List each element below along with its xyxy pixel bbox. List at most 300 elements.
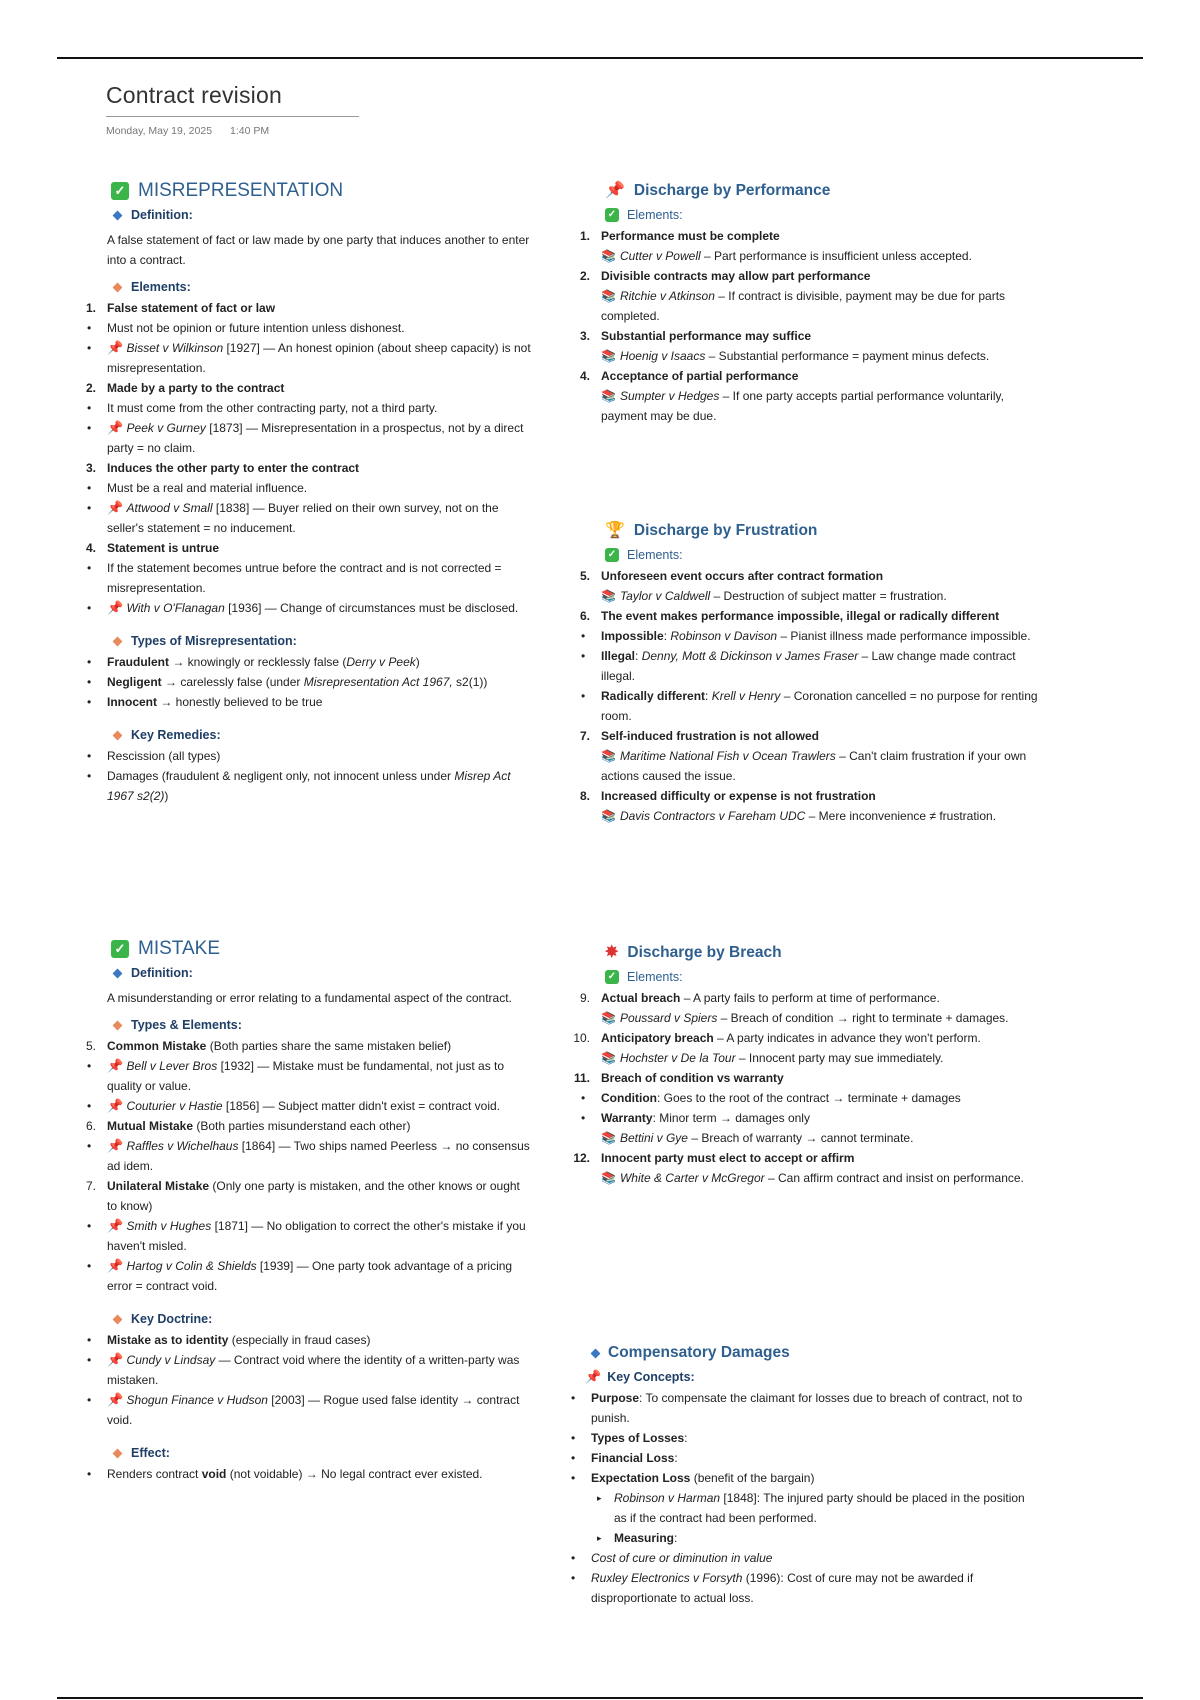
term-text: : (705, 689, 712, 703)
case-text: [1871] — No obligation to correct the other's mistake if you haven't misled. (107, 1219, 526, 1253)
check-box-icon: ✓ (111, 182, 129, 200)
case-name: Bettini v Gye (619, 1131, 688, 1145)
term-text: s2(1)) (452, 675, 488, 689)
frustration-heading (605, 518, 1040, 544)
sub-list-item (570, 1528, 1040, 1548)
list-item (580, 686, 1040, 726)
case-name: Taylor v Caldwell (619, 589, 711, 603)
case-name: Robinson v Davison (670, 629, 778, 643)
page-title: Contract revision (106, 82, 282, 108)
books-icon: 📚 (601, 809, 616, 823)
pushpin-icon: 📌 (107, 600, 124, 615)
definition-label (114, 962, 531, 984)
case-item (580, 246, 1040, 266)
types-label-text: Types & Elements: (131, 1018, 242, 1032)
case-name: Ruxley Electronics v Forsyth (591, 1571, 743, 1585)
list-number: 1. (579, 229, 590, 243)
term-text: ) (415, 655, 420, 669)
books-icon: 📚 (601, 749, 616, 763)
top-rule (57, 57, 1143, 59)
definition-label-text: Definition: (131, 966, 193, 980)
page-timestamp (106, 125, 269, 137)
term: Mutual Mistake (107, 1119, 194, 1133)
case-text: [1873] — Misrepresentation in a prospectus, not by a direct party = no claim. (107, 421, 524, 455)
list-item (580, 626, 1040, 646)
term: Negligent (107, 675, 162, 689)
list-item (580, 646, 1040, 686)
list-item (570, 1468, 1040, 1488)
list-item (86, 766, 531, 806)
check-box-icon: ✓ (605, 970, 619, 984)
case-item (580, 386, 1040, 426)
case-item (86, 418, 531, 458)
case-text: [1927] — An honest opinion (about sheep capacity) is not misrepresentation. (107, 341, 531, 375)
case-item (86, 1350, 531, 1390)
misrepresentation-section (86, 178, 531, 806)
case-text: – Breach of warranty → cannot terminate. (687, 1131, 914, 1145)
case-name: Derry v Peek (346, 655, 416, 669)
list-item (86, 672, 531, 692)
spacer (86, 712, 531, 724)
case-text: – Can't claim frustration if your own actions caused the issue. (601, 749, 1027, 783)
pushpin-icon: 📌 (585, 1369, 602, 1384)
elements-label (114, 276, 531, 298)
pushpin-icon: 📌 (107, 1352, 124, 1367)
types-label (114, 630, 531, 652)
mistake-effect-list (86, 1464, 531, 1484)
term-text: : (674, 1531, 678, 1545)
list-item (86, 458, 531, 478)
term-text: : Minor term → damages only (652, 1111, 810, 1125)
case-name: Robinson v Harman (614, 1491, 721, 1505)
sub-list-item (570, 1488, 1040, 1528)
term-text: → honestly believed to be true (157, 695, 323, 709)
list-item-text: Made by a party to the contract (107, 381, 285, 395)
spacer (86, 1430, 531, 1442)
list-item-text: Performance must be complete (601, 229, 780, 243)
remedy-text: Damages (fraudulent & negligent only, not innocent unless under (107, 769, 455, 783)
list-item (580, 566, 1040, 586)
list-item (580, 988, 1040, 1008)
case-name: Hartog v Colin & Shields (126, 1259, 257, 1273)
remedy-text: ) (164, 789, 169, 803)
term-text: : To compensate the claimant for losses due to breach of contract, not to punish. (591, 1391, 1023, 1425)
list-item (86, 652, 531, 672)
list-item-text: Substantial performance may suffice (601, 329, 812, 343)
compensatory-damages-section (570, 1340, 1040, 1608)
list-number: 10. (573, 1031, 590, 1045)
list-number: 3. (85, 461, 96, 475)
frustration-list (580, 566, 1040, 826)
term-text: : (684, 1431, 688, 1445)
page-date: Monday, May 19, 2025 (106, 125, 213, 137)
list-number: 4. (85, 541, 96, 555)
misrepresentation-heading (111, 178, 531, 204)
list-item-text: Innocent party must elect to accept or affirm (601, 1151, 855, 1165)
key-concepts-label (585, 1366, 1040, 1388)
term-text: – A party indicates in advance they won't perform. (713, 1031, 981, 1045)
case-name: Maritime National Fish v Ocean Trawlers (619, 749, 836, 763)
case-item (580, 1048, 1040, 1068)
case-text: [1838] — Buyer relied on their own survey, not on the seller's statement = no inducement. (107, 501, 499, 535)
list-item-text: Unforeseen event occurs after contract formation (601, 569, 884, 583)
check-box-icon: ✓ (111, 940, 129, 958)
books-icon: 📚 (601, 1131, 616, 1145)
list-number: 7. (85, 1179, 96, 1193)
pushpin-icon: 📌 (107, 340, 124, 355)
pushpin-icon: 📌 (107, 1258, 124, 1273)
term: Radically different (601, 689, 706, 703)
term-text: : (635, 649, 642, 663)
books-icon: 📚 (601, 1051, 616, 1065)
performance-heading-text: Discharge by Performance (633, 182, 831, 199)
case-name: Smith v Hughes (126, 1219, 212, 1233)
definition-label-text: Definition: (131, 208, 193, 222)
list-number: 4. (579, 369, 590, 383)
term-text: Cost of cure or diminution in value (591, 1551, 773, 1565)
books-icon: 📚 (601, 249, 616, 263)
term-text: (benefit of the bargain) (690, 1471, 815, 1485)
diamond-bullet-icon (113, 1020, 123, 1030)
case-item (86, 498, 531, 538)
case-text: [1936] — Change of circumstances must be disclosed. (224, 601, 519, 615)
term: Illegal (601, 649, 636, 663)
list-number: 11. (573, 1071, 590, 1085)
check-box-icon: ✓ (605, 548, 619, 562)
books-icon: 📚 (601, 589, 616, 603)
list-item-text: False statement of fact or law (107, 301, 276, 315)
key-concepts-label-text: Key Concepts: (607, 1370, 695, 1384)
mistake-heading-text: MISTAKE (138, 938, 220, 959)
list-item (580, 226, 1040, 246)
case-text: [2003] — Rogue used false identity → contract void. (107, 1393, 520, 1427)
trophy-icon: 🏆 (605, 522, 625, 539)
books-icon: 📚 (601, 1011, 616, 1025)
elements-label (605, 204, 1040, 226)
case-item (580, 1128, 1040, 1148)
term: Anticipatory breach (601, 1031, 714, 1045)
elements-label-text: Elements: (627, 970, 683, 984)
diamond-bullet-icon (113, 1448, 123, 1458)
list-item (86, 378, 531, 398)
burst-icon: ✸ (605, 944, 619, 961)
term: Warranty (601, 1111, 653, 1125)
compensatory-list (570, 1388, 1040, 1608)
types-label (114, 1014, 531, 1036)
case-name: Hochster v De la Tour (619, 1051, 736, 1065)
pushpin-icon: 📌 (107, 500, 124, 515)
case-name: White & Carter v McGregor (619, 1171, 765, 1185)
diamond-bullet-icon (591, 1348, 601, 1358)
diamond-bullet-icon (113, 968, 123, 978)
spacer (86, 1296, 531, 1308)
term: Types of Losses (591, 1431, 685, 1445)
list-item (580, 786, 1040, 806)
case-name: Hoenig v Isaacs (619, 349, 706, 363)
case-text: (1996): Cost of cure may not be awarded if disproportionate to actual loss. (591, 1571, 974, 1605)
term: Fraudulent (107, 655, 169, 669)
list-item (580, 1108, 1040, 1128)
case-item (86, 1256, 531, 1296)
term-text: (Both parties share the same mistaken belief) (206, 1039, 452, 1053)
case-name: Peek v Gurney (126, 421, 206, 435)
list-number: 9. (579, 991, 590, 1005)
term: Purpose (591, 1391, 640, 1405)
list-item-text: Acceptance of partial performance (601, 369, 799, 383)
case-text: [1864] — Two ships named Peerless → no consensus ad idem. (107, 1139, 530, 1173)
list-item (570, 1568, 1040, 1608)
term: Condition (601, 1091, 657, 1105)
list-item (570, 1428, 1040, 1448)
list-number: 5. (579, 569, 590, 583)
pushpin-icon: 📌 (107, 420, 124, 435)
list-number: 12. (573, 1151, 590, 1165)
pushpin-icon: 📌 (107, 1392, 124, 1407)
term: void (201, 1467, 227, 1481)
effect-label (114, 1442, 531, 1464)
case-item (580, 806, 1040, 826)
term: Actual breach (601, 991, 681, 1005)
case-item (580, 286, 1040, 326)
diamond-bullet-icon (113, 1314, 123, 1324)
list-item (573, 1148, 1040, 1168)
case-text: [1932] — Mistake must be fundamental, not just as to quality or value. (107, 1059, 505, 1093)
case-item (86, 1056, 531, 1096)
list-item (573, 1068, 1040, 1088)
list-item (570, 1448, 1040, 1468)
frustration-section (580, 518, 1040, 826)
effect-label-text: Effect: (131, 1446, 170, 1460)
mistake-section (86, 936, 531, 1484)
effect-text: (not voidable) → No legal contract ever existed. (226, 1467, 483, 1481)
term: Innocent (107, 695, 157, 709)
list-item: • Rescission (all types) (86, 746, 531, 766)
check-box-icon: ✓ (605, 208, 619, 222)
list-number: 2. (85, 381, 96, 395)
list-item (86, 1330, 531, 1350)
list-item: • Must not be opinion or future intention unless dishonest. (86, 318, 531, 338)
list-number: 3. (579, 329, 590, 343)
list-number: 5. (85, 1039, 96, 1053)
diamond-bullet-icon (113, 210, 123, 220)
diamond-bullet-icon (113, 636, 123, 646)
books-icon: 📚 (601, 289, 616, 303)
diamond-bullet-icon (113, 730, 123, 740)
definition-text: A false statement of fact or law made by one party that induces another to enter into a contract. (107, 233, 530, 267)
definition-text: A misunderstanding or error relating to a fundamental aspect of the contract. (107, 991, 512, 1005)
term-text: (Only one party is mistaken, and the other knows or ought to know) (107, 1179, 520, 1213)
term: Common Mistake (107, 1039, 207, 1053)
remedies-label-text: Key Remedies: (131, 728, 221, 742)
list-item (86, 1176, 531, 1216)
misrepresentation-heading-text: MISREPRESENTATION (138, 180, 344, 201)
case-item (580, 346, 1040, 366)
case-text: — Contract void where the identity of a written-party was mistaken. (107, 1353, 520, 1387)
compensatory-damages-heading (592, 1340, 1040, 1366)
list-item-text: Self-induced frustration is not allowed (601, 729, 820, 743)
term-text: → knowingly or recklessly false ( (169, 655, 347, 669)
case-text: [1939] — One party took advantage of a pricing error = contract void. (107, 1259, 513, 1293)
term-text: (Both parties misunderstand each other) (193, 1119, 411, 1133)
term: Expectation Loss (591, 1471, 691, 1485)
performance-list (580, 226, 1040, 426)
term-text: : (663, 629, 671, 643)
case-name: Couturier v Hastie (126, 1099, 223, 1113)
misrep-types-list (86, 652, 531, 712)
case-item (86, 598, 531, 618)
case-item (86, 338, 531, 378)
list-item-text: Increased difficulty or expense is not frustration (601, 789, 876, 803)
list-item-text: Breach of condition vs warranty (601, 1071, 784, 1085)
case-text: – If one party accepts partial performance voluntarily, payment may be due. (601, 389, 1004, 423)
case-text: – Can affirm contract and insist on performance. (764, 1171, 1024, 1185)
list-item (86, 1116, 531, 1136)
term-text: : (674, 1451, 678, 1465)
case-name: Raffles v Wichelhaus (126, 1139, 239, 1153)
list-item: • Must be a real and material influence. (86, 478, 531, 498)
term-text: (especially in fraud cases) (228, 1333, 371, 1347)
list-number: 6. (579, 609, 590, 623)
performance-heading (605, 178, 1040, 204)
list-number: 6. (85, 1119, 96, 1133)
term: Financial Loss (591, 1451, 675, 1465)
books-icon: 📚 (601, 1171, 616, 1185)
case-name: Ritchie v Atkinson (619, 289, 715, 303)
case-text: – Part performance is insufficient unless accepted. (700, 249, 972, 263)
case-text: – If contract is divisible, payment may be due for parts completed. (601, 289, 1006, 323)
list-item-text: Induces the other party to enter the contract (107, 461, 360, 475)
books-icon: 📚 (601, 389, 616, 403)
breach-section (573, 940, 1040, 1188)
list-item (86, 1036, 531, 1056)
bottom-rule (57, 1697, 1143, 1699)
case-name: Shogun Finance v Hudson (126, 1393, 268, 1407)
case-item (580, 1008, 1040, 1028)
list-item-text: The event makes performance impossible, illegal or radically different (601, 609, 1000, 623)
list-item (86, 538, 531, 558)
spacer (86, 618, 531, 630)
case-name: Bell v Lever Bros (126, 1059, 218, 1073)
list-number: 7. (579, 729, 590, 743)
diamond-bullet-icon (113, 282, 123, 292)
case-item (580, 746, 1040, 786)
misrep-remedies-list (86, 746, 531, 806)
list-number: 2. (579, 269, 590, 283)
case-name: Davis Contractors v Fareham UDC (619, 809, 806, 823)
case-name: With v O'Flanagan (126, 601, 225, 615)
pushpin-icon: 📌 (107, 1098, 124, 1113)
list-item (573, 1028, 1040, 1048)
elements-label (605, 966, 1040, 988)
case-text: – Innocent party may sue immediately. (735, 1051, 944, 1065)
remedies-label (114, 724, 531, 746)
elements-label-text: Elements: (627, 548, 683, 562)
list-item (580, 1088, 1040, 1108)
case-item (86, 1216, 531, 1256)
case-item (86, 1136, 531, 1176)
case-name: Bisset v Wilkinson (126, 341, 224, 355)
list-number: 8. (579, 789, 590, 803)
list-item (570, 1548, 1040, 1568)
term: Measuring (614, 1531, 675, 1545)
case-name: Cutter v Powell (619, 249, 701, 263)
mistake-heading (111, 936, 531, 962)
books-icon: 📚 (601, 349, 616, 363)
case-text: – Law change made contract illegal. (601, 649, 1016, 683)
case-item (86, 1390, 531, 1430)
term: Unilateral Mistake (107, 1179, 210, 1193)
case-name: Cundy v Lindsay (126, 1353, 216, 1367)
case-name: Denny, Mott & Dickinson v James Fraser (641, 649, 859, 663)
title-underline (106, 116, 359, 117)
list-item (580, 266, 1040, 286)
case-text: – Coronation cancelled = no purpose for renting room. (601, 689, 1038, 723)
list-item (86, 692, 531, 712)
pushpin-icon: 📌 (605, 182, 625, 199)
case-text: – Destruction of subject matter = frustration. (710, 589, 947, 603)
case-text: – Mere inconvenience ≠ frustration. (805, 809, 997, 823)
doctrine-label-text: Key Doctrine: (131, 1312, 213, 1326)
performance-section (580, 178, 1040, 426)
term: Impossible (601, 629, 664, 643)
breach-heading-text: Discharge by Breach (627, 944, 782, 961)
list-item (580, 726, 1040, 746)
list-item-text: Divisible contracts may allow part performance (601, 269, 871, 283)
list-item (580, 366, 1040, 386)
mistake-types-list (86, 1036, 531, 1296)
case-name: Krell v Henry (711, 689, 781, 703)
list-number: 1. (85, 301, 96, 315)
statute-name: Misrep Act 1967 s2(2) (107, 769, 511, 803)
list-item (580, 326, 1040, 346)
types-label-text: Types of Misrepresentation: (131, 634, 297, 648)
compensatory-damages-heading-text: Compensatory Damages (608, 1344, 790, 1361)
case-name: Attwood v Small (126, 501, 213, 515)
definition-label (114, 204, 531, 226)
case-text: [1848]: The injured party should be placed in the position as if the contract had been performed. (614, 1491, 1025, 1525)
elements-label (605, 544, 1040, 566)
case-name: Sumpter v Hedges (619, 389, 720, 403)
elements-label-text: Elements: (627, 208, 683, 222)
term-text: : Goes to the root of the contract → terminate + damages (656, 1091, 961, 1105)
case-text: – Pianist illness made performance impossible. (777, 629, 1031, 643)
breach-heading (605, 940, 1040, 966)
effect-text: Renders contract (107, 1467, 202, 1481)
case-text: – Breach of condition → right to terminate + damages. (717, 1011, 1009, 1025)
case-text: [1856] — Subject matter didn't exist = contract void. (222, 1099, 501, 1113)
case-name: Poussard v Spiers (619, 1011, 718, 1025)
case-item (580, 586, 1040, 606)
misrep-elements-list (86, 298, 531, 618)
breach-list (573, 988, 1040, 1188)
mistake-doctrine-list (86, 1330, 531, 1430)
page-time: 1:40 PM (230, 125, 270, 137)
term-text: – A party fails to perform at time of performance. (680, 991, 940, 1005)
list-item (570, 1388, 1040, 1428)
list-item: • If the statement becomes untrue before the contract and is not corrected = misrepresentation. (86, 558, 531, 598)
list-item (86, 298, 531, 318)
term: Mistake as to identity (107, 1333, 229, 1347)
term-text: → carelessly false (under (161, 675, 304, 689)
case-item (580, 1168, 1040, 1188)
list-item: • It must come from the other contracting party, not a third party. (86, 398, 531, 418)
frustration-heading-text: Discharge by Frustration (633, 522, 818, 539)
list-item (580, 606, 1040, 626)
list-item-text: Statement is untrue (107, 541, 220, 555)
case-text: – Substantial performance = payment minus defects. (705, 349, 990, 363)
elements-label-text: Elements: (131, 280, 191, 294)
pushpin-icon: 📌 (107, 1218, 124, 1233)
